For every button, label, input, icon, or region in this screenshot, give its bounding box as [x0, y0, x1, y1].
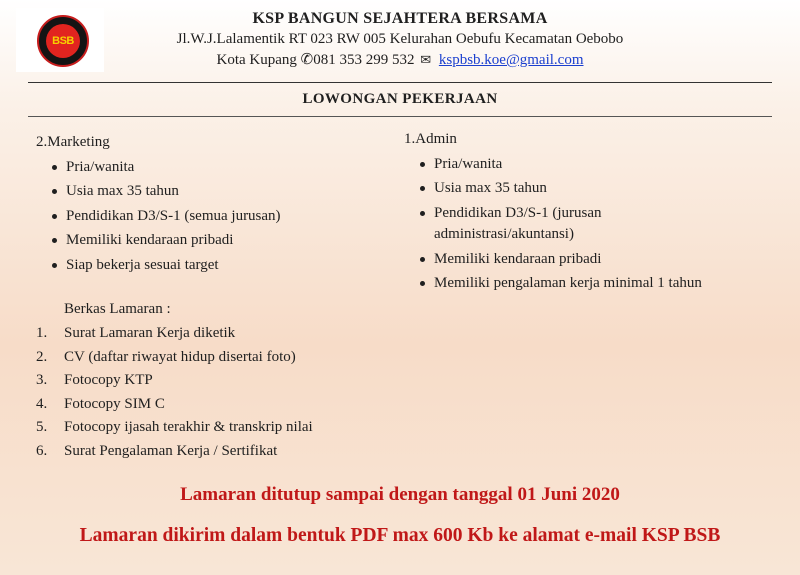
list-item: Pendidikan D3/S-1 (jurusan administrasi/akuntansi): [420, 201, 664, 247]
list-item: Usia max 35 tahun: [420, 176, 784, 201]
address-line: Jl.W.J.Lalamentik RT 023 RW 005 Kelurahan Oebufu Kecamatan Oebobo: [176, 31, 624, 47]
page-title: LOWONGAN PEKERJAAN: [302, 91, 498, 107]
list-item: Pria/wanita: [420, 152, 784, 177]
list-item: 3. Fotocopy KTP: [36, 372, 153, 389]
list-item: 4. Fotocopy SIM C: [36, 395, 165, 412]
marketing-section: [36, 130, 396, 277]
logo-text: BSB: [52, 35, 74, 47]
list-item: Usia max 35 tahun: [52, 179, 396, 204]
city-phone: Kota Kupang ✆081 353 299 532: [216, 52, 415, 68]
organization-name: KSP BANGUN SEJAHTERA BERSAMA: [252, 10, 548, 27]
list-item: Memiliki kendaraan pribadi: [420, 247, 784, 272]
list-item: 5. Fotocopy ijasah terakhir & transkrip nilai: [36, 419, 313, 436]
ksp-bsb-logo: [37, 15, 89, 67]
berkas-title: Berkas Lamaran :: [64, 301, 171, 317]
submission-notice: Lamaran dikirim dalam bentuk PDF max 600 Kb ke alamat e-mail KSP BSB: [79, 525, 721, 546]
list-item: 6. Surat Pengalaman Kerja / Sertifikat: [36, 442, 278, 459]
header-divider: [28, 82, 772, 83]
list-item: Pria/wanita: [52, 155, 396, 180]
envelope-icon: ✉: [420, 53, 432, 68]
admin-title: 1.Admin: [404, 131, 457, 147]
list-item: Pendidikan D3/S-1 (semua jurusan): [52, 204, 396, 229]
email-link[interactable]: kspbsb.koe@gmail.com: [438, 52, 584, 68]
letterhead: [110, 8, 690, 71]
closing-date-notice: Lamaran ditutup sampai dengan tanggal 01 Juni 2020: [180, 484, 620, 505]
marketing-title: 2.Marketing: [36, 134, 110, 150]
list-item: Memiliki kendaraan pribadi: [52, 228, 396, 253]
list-item: Siap bekerja sesuai target: [52, 253, 396, 278]
list-item: 2. CV (daftar riwayat hidup disertai foto): [36, 348, 296, 365]
contact-line: [110, 50, 690, 71]
title-divider: [28, 116, 772, 117]
list-item: Memiliki pengalaman kerja minimal 1 tahun: [420, 271, 784, 296]
admin-requirements: [404, 152, 784, 296]
logo-box: [16, 8, 104, 72]
admin-section: [404, 127, 784, 296]
marketing-requirements: [36, 155, 396, 278]
list-item: 1. Surat Lamaran Kerja diketik: [36, 325, 236, 341]
berkas-list: [36, 322, 313, 464]
